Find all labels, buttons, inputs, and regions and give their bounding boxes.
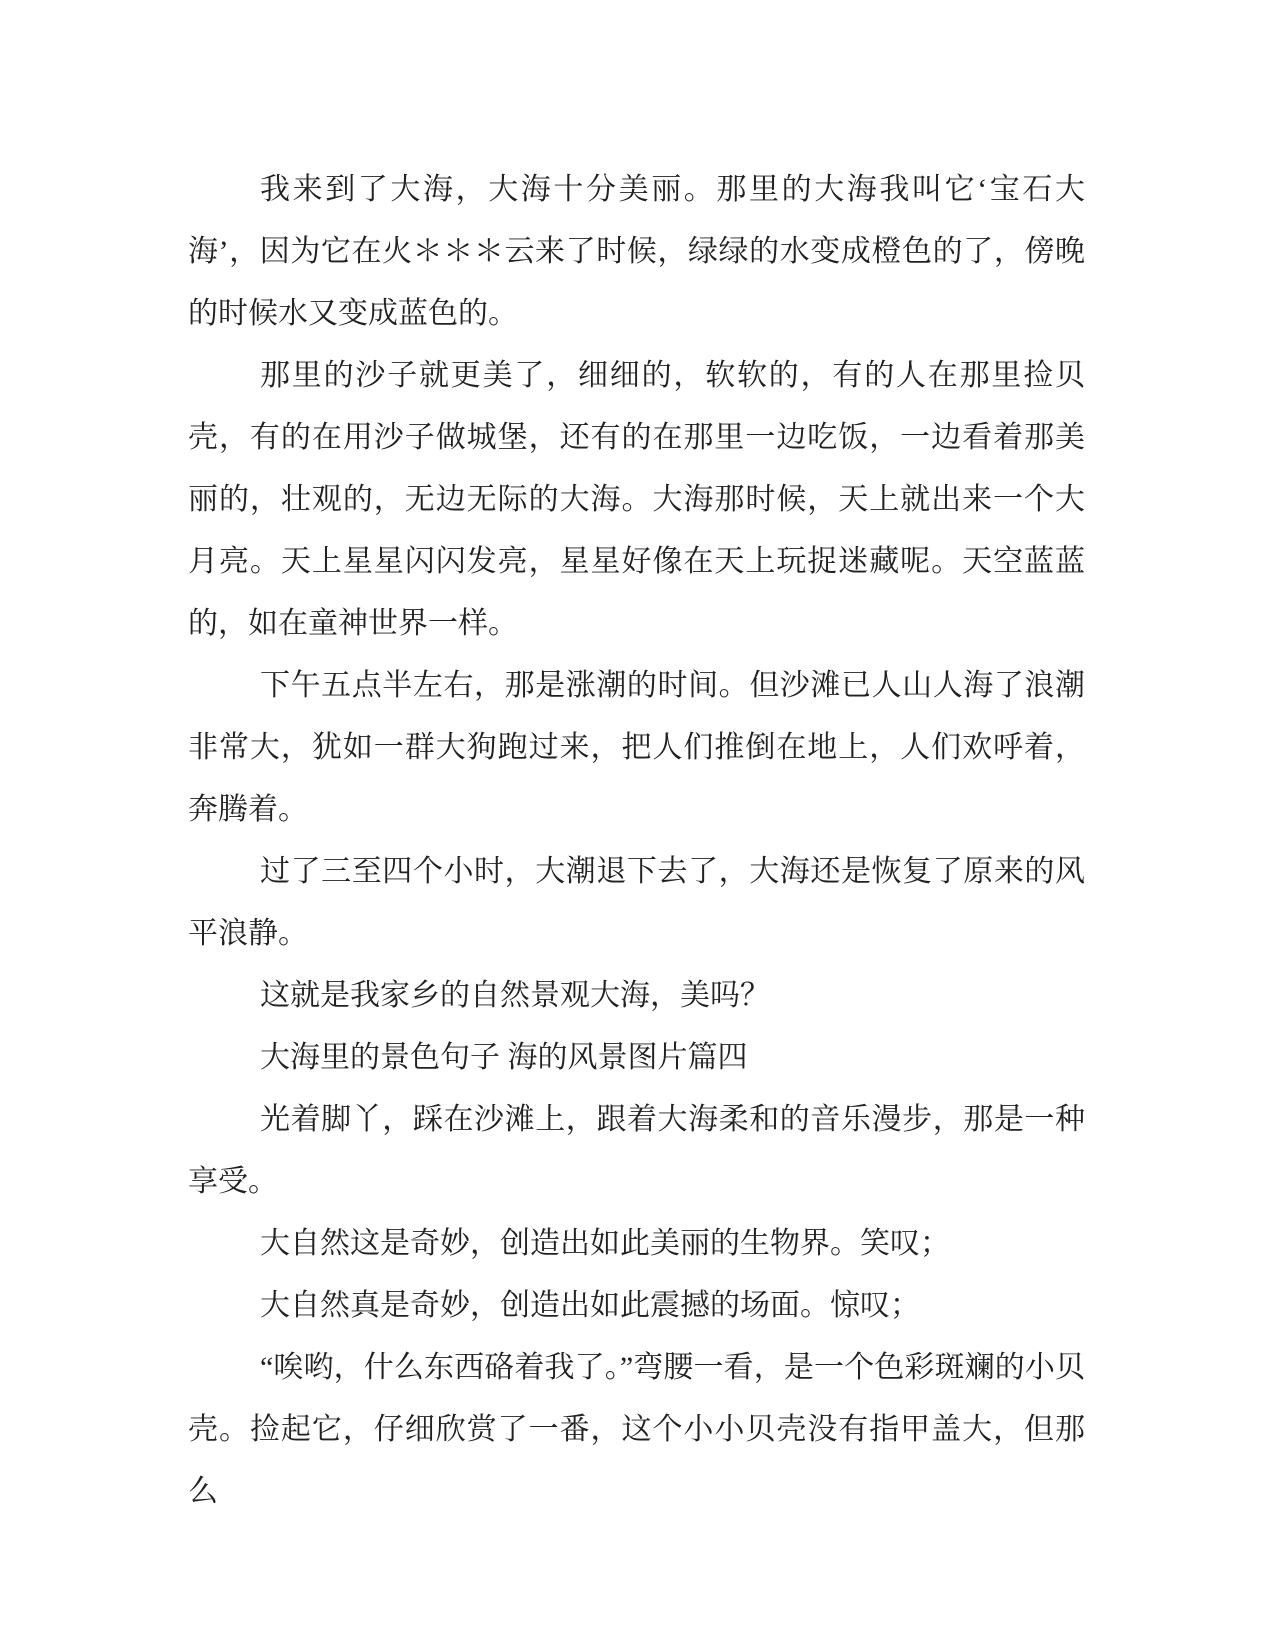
paragraph: 大自然这是奇妙，创造出如此美丽的生物界。笑叹； [260,1227,950,1260]
paragraph: 下午五点半左右，那是涨潮的时间。但沙滩已人山人海了浪潮非常大，犹如一群大狗跑过来，把人们推倒在地上，人们欢呼着，奔腾着。 [188,669,1085,826]
document-body [188,159,1085,1523]
paragraph: 那里的沙子就更美了，细细的，软软的，有的人在那里捡贝壳，有的在用沙子做城堡，还有的在那里一边吃饭，一边看着那美丽的，壮观的，无边无际的大海。大海那时候，天上就出来一个大月亮。天上星星闪闪发亮，星星好像在天上玩捉迷藏呢。天空蓝蓝的，如在童神世界一样。 [188,359,1085,640]
paragraph: 我来到了大海，大海十分美丽。那里的大海我叫它‘宝石大海’，因为它在火＊＊＊云来了时候，绿绿的水变成橙色的了，傍晚的时候水又变成蓝色的。 [188,173,1085,330]
paragraph: 大海里的景色句子 海的风景图片篇四 [260,1041,748,1074]
paragraph: 大自然真是奇妙，创造出如此震撼的场面。惊叹； [260,1289,920,1322]
paragraph: “唉哟，什么东西硌着我了。”弯腰一看，是一个色彩斑斓的小贝壳。捡起它，仔细欣赏了一番，这个小小贝壳没有指甲盖大，但那么 [188,1351,1085,1508]
paragraph: 光着脚丫，踩在沙滩上，跟着大海柔和的音乐漫步，那是一种享受。 [188,1103,1085,1198]
paragraph: 这就是我家乡的自然景观大海，美吗？ [260,979,770,1012]
paragraph: 过了三至四个小时，大潮退下去了，大海还是恢复了原来的风平浪静。 [188,855,1085,950]
